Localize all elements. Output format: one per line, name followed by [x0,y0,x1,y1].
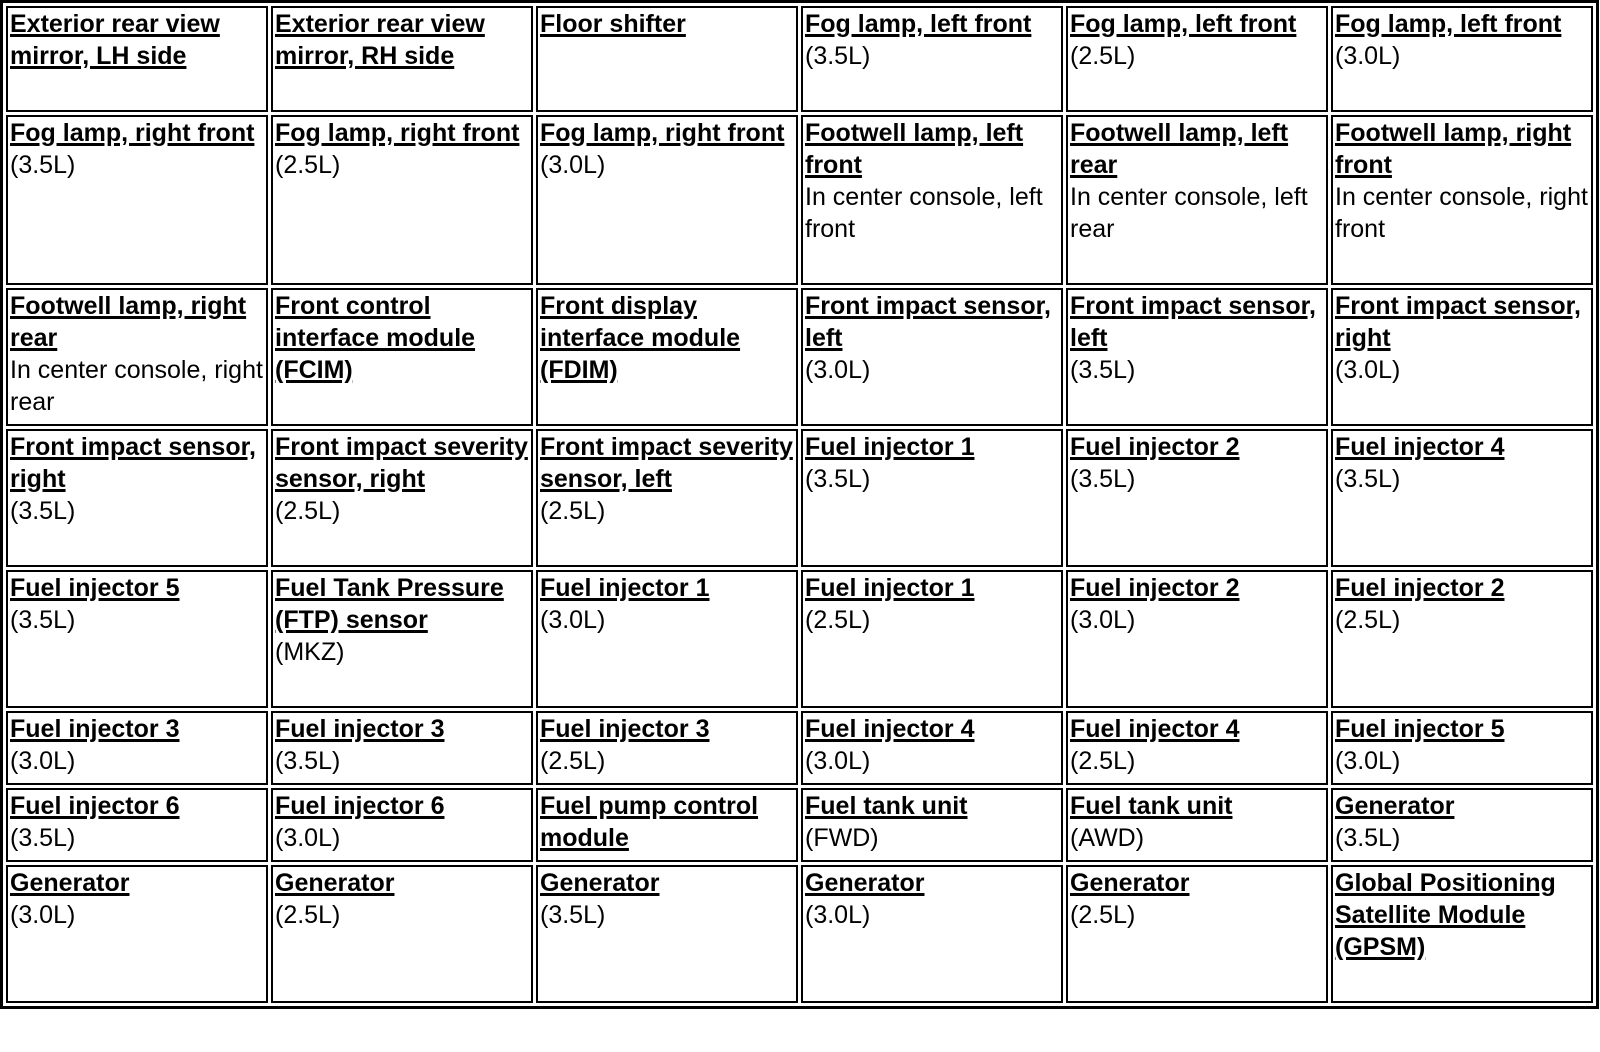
component-note: (2.5L) [540,747,606,775]
component-note: (3.0L) [540,606,606,634]
component-note: (3.0L) [1335,747,1401,775]
table-row [6,6,1593,112]
component-note: (3.5L) [805,42,871,70]
component-link[interactable]: Fuel injector 1 [540,574,710,602]
component-note: (3.5L) [1335,465,1401,493]
component-link[interactable]: Generator [540,869,660,897]
component-link[interactable]: Front impact sensor, left [805,292,1051,352]
table-cell [6,788,268,862]
component-link[interactable]: Fuel tank unit [1070,792,1233,820]
component-link[interactable]: Fog lamp, right front [10,119,255,147]
table-cell [271,570,533,708]
component-link[interactable]: Fuel injector 3 [10,715,180,743]
table-cell [1066,788,1328,862]
table-cell [801,429,1063,567]
component-link[interactable]: Front impact severity sensor, left [540,433,793,493]
component-note: In center console, left rear [1070,183,1308,243]
component-note: (3.0L) [805,356,871,384]
component-note: (3.5L) [1070,465,1136,493]
component-link[interactable]: Global Positioning Satellite Module (GPSM) [1335,869,1556,961]
table-cell [801,6,1063,112]
table-cell [6,115,268,285]
component-link[interactable]: Generator [1070,869,1190,897]
component-note: In center console, right front [1335,183,1588,243]
table-cell [536,6,798,112]
component-link[interactable]: Front impact sensor, left [1070,292,1316,352]
table-row [6,865,1593,1003]
table-cell [1066,115,1328,285]
component-note: (3.0L) [1335,356,1401,384]
component-link[interactable]: Fuel injector 2 [1070,433,1240,461]
component-note: (3.0L) [1070,606,1136,634]
component-note: (2.5L) [1070,901,1136,929]
component-link[interactable]: Fuel injector 4 [1335,433,1505,461]
component-link[interactable]: Front impact sensor, right [1335,292,1581,352]
component-note: (2.5L) [1070,747,1136,775]
component-note: (3.5L) [1335,824,1401,852]
component-link[interactable]: Fuel pump control module [540,792,759,852]
component-note: (2.5L) [275,497,341,525]
component-link[interactable]: Footwell lamp, right rear [10,292,247,352]
table-cell [1066,711,1328,785]
component-link[interactable]: Generator [10,869,130,897]
component-link[interactable]: Fuel injector 4 [805,715,975,743]
component-note: (2.5L) [1335,606,1401,634]
table-cell [271,429,533,567]
component-link[interactable]: Fuel injector 1 [805,574,975,602]
table-cell [801,288,1063,426]
component-link[interactable]: Footwell lamp, left rear [1070,119,1289,179]
component-note: (AWD) [1070,824,1145,852]
table-cell [1066,865,1328,1003]
table-cell [271,115,533,285]
component-link[interactable]: Footwell lamp, right front [1335,119,1572,179]
table-cell [6,865,268,1003]
table-cell [1331,788,1593,862]
component-link[interactable]: Fuel injector 2 [1070,574,1240,602]
component-note: In center console, left front [805,183,1043,243]
table-cell [1066,570,1328,708]
table-cell [536,288,798,426]
table-cell [801,788,1063,862]
component-note: (3.5L) [10,824,76,852]
table-cell [1331,288,1593,426]
table-cell [536,429,798,567]
table-cell [536,788,798,862]
component-link[interactable]: Exterior rear view mirror, LH side [10,10,220,70]
component-link[interactable]: Front impact severity sensor, right [275,433,528,493]
table-cell [1331,429,1593,567]
component-link[interactable]: Generator [275,869,395,897]
table-cell [1331,570,1593,708]
component-link[interactable]: Exterior rear view mirror, RH side [275,10,485,70]
component-link[interactable]: Fuel injector 3 [275,715,445,743]
component-note: (3.5L) [275,747,341,775]
table-cell [536,865,798,1003]
table-body [6,6,1593,1003]
component-note: (3.0L) [10,901,76,929]
table-cell [536,711,798,785]
table-row [6,429,1593,567]
component-link[interactable]: Fog lamp, left front [1070,10,1297,38]
table-cell [271,788,533,862]
component-note: (3.5L) [540,901,606,929]
component-note: (3.0L) [1335,42,1401,70]
component-link[interactable]: Fuel injector 6 [275,792,445,820]
table-row [6,570,1593,708]
component-link[interactable]: Fuel injector 3 [540,715,710,743]
component-link[interactable]: Generator [1335,792,1455,820]
component-note: (3.0L) [540,151,606,179]
table-cell [1331,711,1593,785]
component-note: (2.5L) [275,901,341,929]
component-link[interactable]: Front control interface module (FCIM) [275,292,476,384]
table-cell [271,711,533,785]
component-link[interactable]: Fuel injector 4 [1070,715,1240,743]
component-note: (2.5L) [275,151,341,179]
table-cell [1331,865,1593,1003]
component-link[interactable]: Footwell lamp, left front [805,119,1024,179]
component-link[interactable]: Fuel injector 5 [1335,715,1505,743]
table-cell [6,711,268,785]
component-link[interactable]: Fuel injector 5 [10,574,180,602]
component-note: (FWD) [805,824,879,852]
component-link[interactable]: Fuel Tank Pressure (FTP) sensor [275,574,504,634]
table-cell [6,6,268,112]
component-note: (3.5L) [1070,356,1136,384]
component-note: (3.5L) [10,497,76,525]
table-cell [1066,288,1328,426]
table-cell [271,6,533,112]
table-cell [801,711,1063,785]
table-cell [536,115,798,285]
table-cell [271,288,533,426]
component-link[interactable]: Front display interface module (FDIM) [540,292,741,384]
table-cell [6,570,268,708]
table-cell [1066,6,1328,112]
component-note: (2.5L) [805,606,871,634]
component-link[interactable]: Fuel injector 6 [10,792,180,820]
table-cell [801,865,1063,1003]
component-note: (3.0L) [805,747,871,775]
table-cell [271,865,533,1003]
component-link[interactable]: Generator [805,869,925,897]
table-cell [1331,115,1593,285]
component-note: (3.5L) [805,465,871,493]
component-note: (3.0L) [10,747,76,775]
component-note: (2.5L) [1070,42,1136,70]
component-note: (2.5L) [540,497,606,525]
table-row [6,711,1593,785]
component-note: (MKZ) [275,638,345,666]
component-note: (3.5L) [10,606,76,634]
component-link[interactable]: Fog lamp, left front [805,10,1032,38]
table-cell [6,429,268,567]
table-cell [801,115,1063,285]
component-link[interactable]: Fuel tank unit [805,792,968,820]
table-cell [1331,6,1593,112]
table-cell [1066,429,1328,567]
table-cell [6,288,268,426]
component-link[interactable]: Fuel injector 2 [1335,574,1505,602]
component-link[interactable]: Fog lamp, right front [275,119,520,147]
table-row [6,788,1593,862]
component-note: (3.0L) [275,824,341,852]
component-link[interactable]: Fog lamp, left front [1335,10,1562,38]
table-row [6,288,1593,426]
table-cell [801,570,1063,708]
component-note: In center console, right rear [10,356,263,416]
table-row [6,115,1593,285]
component-link[interactable]: Fog lamp, right front [540,119,785,147]
component-note: (3.5L) [10,151,76,179]
component-link[interactable]: Floor shifter [540,10,686,38]
table-cell [536,570,798,708]
component-link[interactable]: Fuel injector 1 [805,433,975,461]
component-link[interactable]: Front impact sensor, right [10,433,256,493]
component-note: (3.0L) [805,901,871,929]
